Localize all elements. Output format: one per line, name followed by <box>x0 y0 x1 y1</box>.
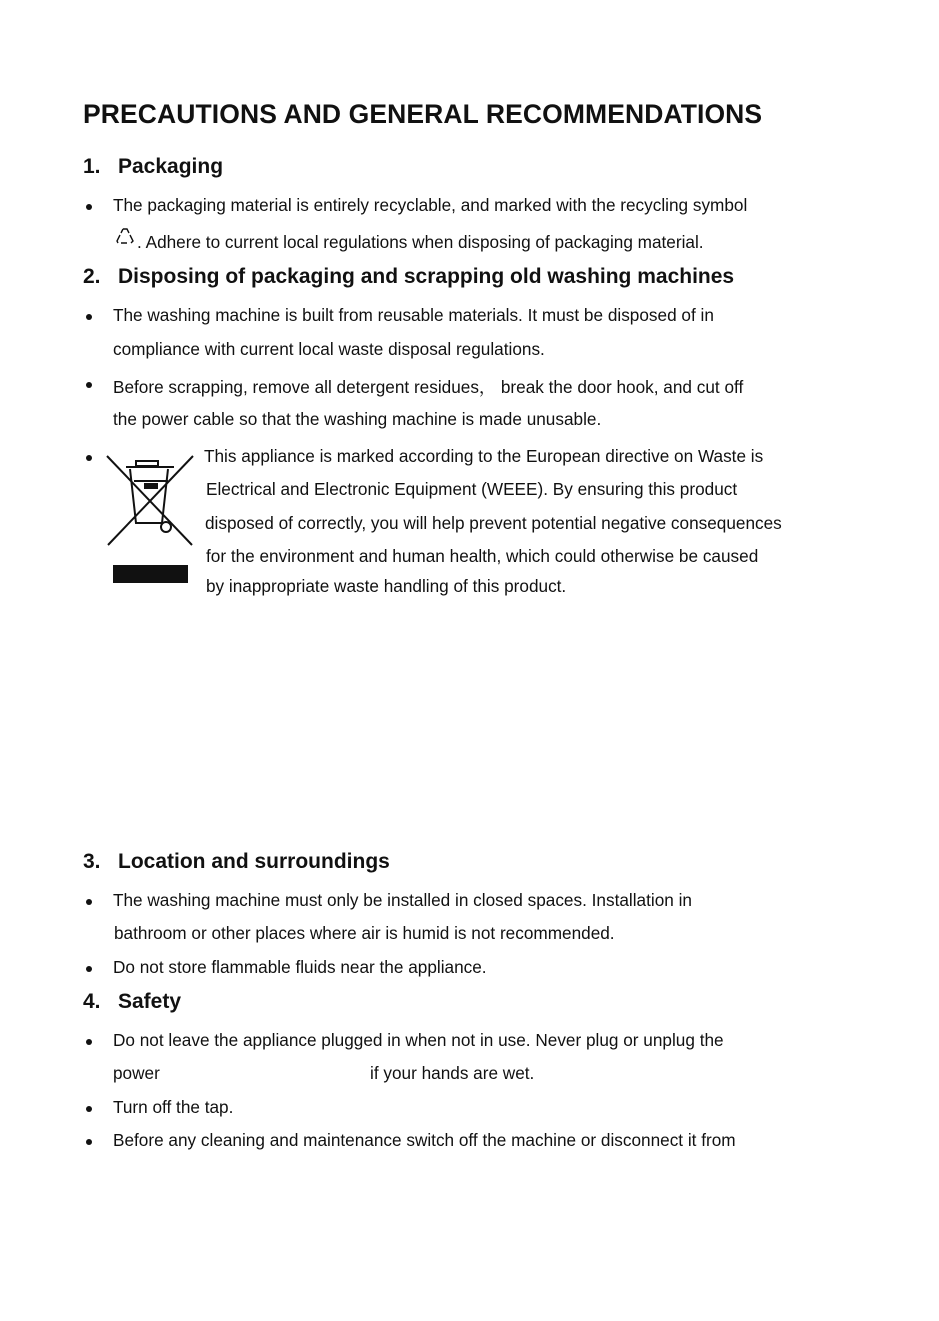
recycling-symbol-icon <box>115 227 135 245</box>
section-4-line-3: Turn off the tap. <box>113 1097 234 1117</box>
bullet <box>86 314 92 320</box>
section-3-title: Location and surroundings <box>118 850 390 873</box>
section-2-title: Disposing of packaging and scrapping old washing machines <box>118 265 735 288</box>
bullet <box>86 204 92 210</box>
section-1-number: 1. <box>83 155 101 178</box>
section-4-line-1: Do not leave the appliance plugged in when not in use. Never plug or unplug the <box>113 1030 724 1050</box>
weee-line-1: This appliance is marked according to the European directive on Waste is <box>204 446 764 466</box>
section-2-heading <box>83 265 734 289</box>
section-3-number: 3. <box>83 850 101 873</box>
weee-line-3: disposed of correctly, you will help prevent potential negative consequences <box>205 513 782 533</box>
section-2-line-3: Before scrapping, remove all detergent residues， break the door hook, and cut off <box>113 377 744 397</box>
section-4-number: 4. <box>83 990 101 1013</box>
weee-line-2: Electrical and Electronic Equipment (WEEE). By ensuring this product <box>206 479 738 499</box>
section-2-number: 2. <box>83 265 101 288</box>
section-3-line-1: The washing machine must only be installed in closed spaces. Installation in <box>113 890 692 910</box>
section-1-line-2: . Adhere to current local regulations when disposing of packaging material. <box>137 232 704 252</box>
section-3-line-3: Do not store flammable fluids near the appliance. <box>113 957 487 977</box>
bullet <box>86 1106 92 1112</box>
section-1-title: Packaging <box>118 155 224 178</box>
section-1-heading <box>83 155 223 179</box>
section-2-line-2: compliance with current local waste disposal regulations. <box>113 339 545 359</box>
section-3-line-2: bathroom or other places where air is humid is not recommended. <box>114 923 615 943</box>
section-4-title: Safety <box>118 990 182 1013</box>
weee-line-5: by inappropriate waste handling of this product. <box>206 576 567 596</box>
bullet <box>86 382 92 388</box>
bullet <box>86 1039 92 1045</box>
section-4-line-2a: power <box>113 1063 160 1083</box>
section-4-line-4: Before any cleaning and maintenance switch off the machine or disconnect it from <box>113 1130 736 1150</box>
weee-black-bar <box>113 565 188 583</box>
section-4-line-2b: if your hands are wet. <box>370 1063 535 1083</box>
section-1-line-1: The packaging material is entirely recyclable, and marked with the recycling symbol <box>113 195 748 215</box>
section-4-heading <box>83 990 181 1014</box>
weee-crossed-bin-icon <box>104 453 196 549</box>
weee-line-4: for the environment and human health, which could otherwise be caused <box>206 546 759 566</box>
page-title: PRECAUTIONS AND GENERAL RECOMMENDATIONS <box>83 99 763 129</box>
bullet <box>86 1139 92 1145</box>
bullet <box>86 455 92 461</box>
bullet <box>86 966 92 972</box>
section-2-line-1: The washing machine is built from reusable materials. It must be disposed of in <box>113 305 714 325</box>
section-3-heading <box>83 850 390 874</box>
section-2-line-4: the power cable so that the washing machine is made unusable. <box>113 409 602 429</box>
bullet <box>86 899 92 905</box>
